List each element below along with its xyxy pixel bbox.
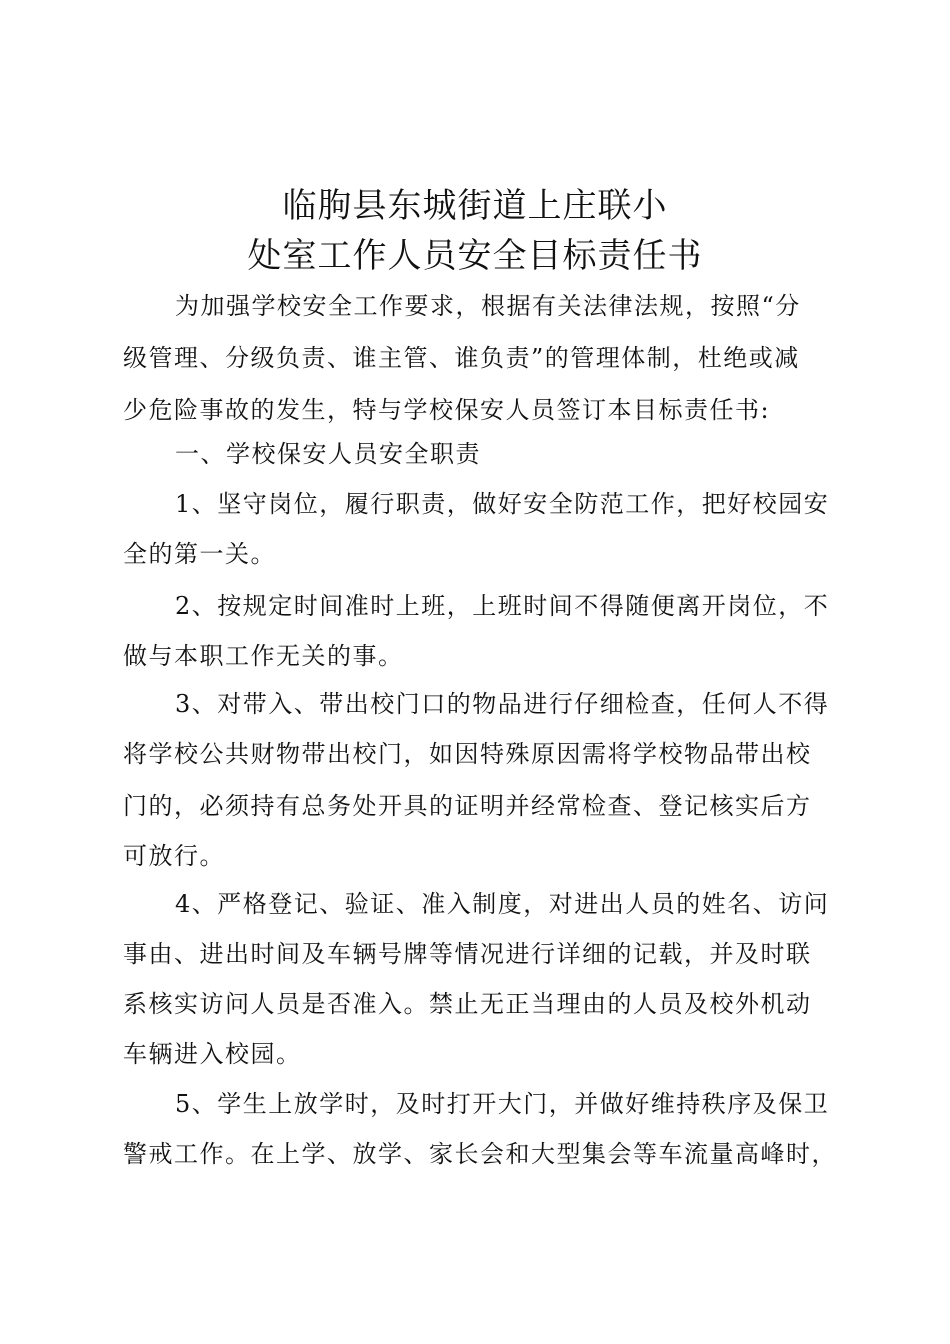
paragraph-line: 少危险事故的发生，特与学校保安人员签订本目标责任书: — [123, 396, 771, 424]
paragraph-line: 将学校公共财物带出校门，如因特殊原因需将学校物品带出校 — [123, 740, 812, 768]
paragraph-line: 车辆进入校园。 — [123, 1040, 302, 1068]
paragraph-line: 3、对带入、带出校门口的物品进行仔细检查，任何人不得 — [175, 690, 830, 718]
paragraph-line: 为加强学校安全工作要求，根据有关法律法规，按照“分 — [175, 292, 801, 320]
paragraph-line: 4、严格登记、验证、准入制度，对进出人员的姓名、访问 — [175, 890, 830, 918]
document-title-line1: 临朐县东城街道上庄联小 — [282, 186, 668, 226]
paragraph-line: 门的，必须持有总务处开具的证明并经常检查、登记核实后方 — [123, 792, 812, 820]
paragraph-line: 系核实访问人员是否准入。禁止无正当理由的人员及校外机动 — [123, 990, 812, 1018]
paragraph-line: 全的第一关。 — [123, 540, 276, 568]
paragraph-line: 可放行。 — [123, 842, 225, 870]
paragraph-line: 做与本职工作无关的事。 — [123, 642, 404, 670]
paragraph-line: 1、坚守岗位，履行职责，做好安全防范工作，把好校园安 — [175, 490, 830, 518]
paragraph-line: 警戒工作。在上学、放学、家长会和大型集会等车流量高峰时， — [123, 1140, 837, 1168]
paragraph-line: 5、学生上放学时，及时打开大门，并做好维持秩序及保卫 — [175, 1090, 830, 1118]
section-heading: 一、学校保安人员安全职责 — [175, 440, 481, 468]
paragraph-line: 事由、进出时间及车辆号牌等情况进行详细的记载，并及时联 — [123, 940, 812, 968]
document-title-line2: 处室工作人员安全目标责任书 — [247, 236, 703, 276]
paragraph-line: 2、按规定时间准时上班，上班时间不得随便离开岗位，不 — [175, 592, 830, 620]
paragraph-line: 级管理、分级负责、谁主管、谁负责”的管理体制，杜绝或减 — [123, 344, 800, 372]
